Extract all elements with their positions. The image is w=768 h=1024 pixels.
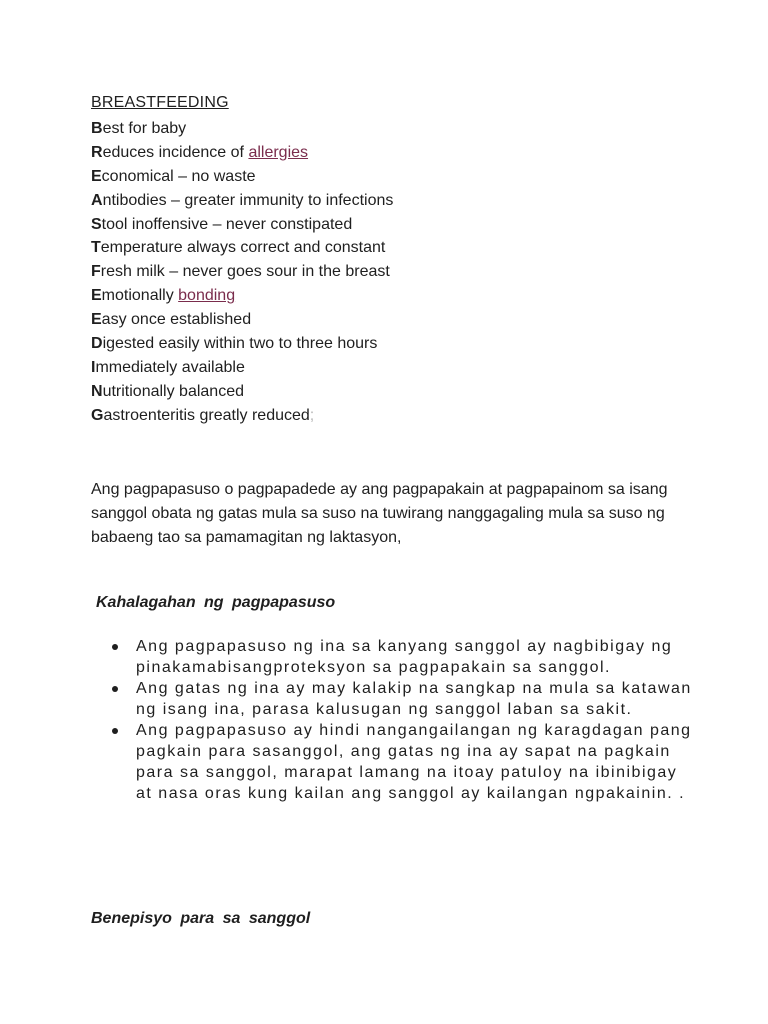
document-heading: BREASTFEEDING: [91, 94, 229, 111]
acrostic-line: Gastroenteritis greatly reduced;: [91, 406, 315, 424]
bullet-item: Ang gatas ng ina ay may kalakip na sangkap na mula sa katawan ng isang ina, parasa kalusugan ng sanggol laban sa sakit.: [112, 678, 692, 720]
acrostic-list: [91, 117, 393, 428]
acrostic-line: Best for baby: [91, 120, 187, 137]
acrostic-line: Reduces incidence of allergies: [91, 143, 309, 161]
intro-paragraph: Ang pagpapasuso o pagpapadede ay ang pagpapakain at pagpapainom sa isang sanggol obata ng gatas mula sa suso na tuwirang nanggagaling mula sa suso ng babaeng tao sa pamamagitan ng laktasyon,: [91, 481, 668, 546]
acrostic-line: Digested easily within two to three hours: [91, 335, 378, 353]
acrostic-line: Economical – no waste: [91, 167, 256, 185]
acrostic-line: Emotionally bonding: [91, 287, 236, 305]
bullet-icon: [112, 644, 118, 650]
acrostic-line: Antibodies – greater immunity to infections: [91, 191, 394, 209]
acrostic-line: Immediately available: [91, 358, 245, 376]
section-heading-benepisyo: Benepisyo para sa sanggol: [91, 910, 311, 927]
section-heading-kahalagahan: Kahalagahan ng pagpapasuso: [96, 594, 336, 611]
bonding-link[interactable]: bonding: [178, 287, 236, 305]
acrostic-line: Easy once established: [91, 311, 252, 329]
allergies-link[interactable]: allergies: [248, 143, 309, 161]
acrostic-line: Temperature always correct and constant: [91, 239, 386, 257]
bullet-icon: [112, 728, 118, 734]
acrostic-line: Nutritionally balanced: [91, 382, 244, 400]
acrostic-line: Fresh milk – never goes sour in the breast: [91, 263, 390, 281]
bullet-icon: [112, 686, 118, 692]
acrostic-line: Stool inoffensive – never constipated: [91, 215, 353, 233]
bullet-item: Ang pagpapasuso ng ina sa kanyang sanggol ay nagbibigay ng pinakamabisangproteksyon sa pagpapakain sa sanggol.: [112, 636, 692, 678]
importance-bullet-list: [112, 636, 692, 804]
bullet-item: Ang pagpapasuso ay hindi nangangailangan ng karagdagan pang pagkain para sasanggol, ang gatas ng ina ay sapat na pagkain para sa sanggol, marapat lamang na itoay patuloy na ibinibigay at nasa oras kung kailan ang sanggol ay kailangan ngpakainin. .: [112, 720, 692, 804]
